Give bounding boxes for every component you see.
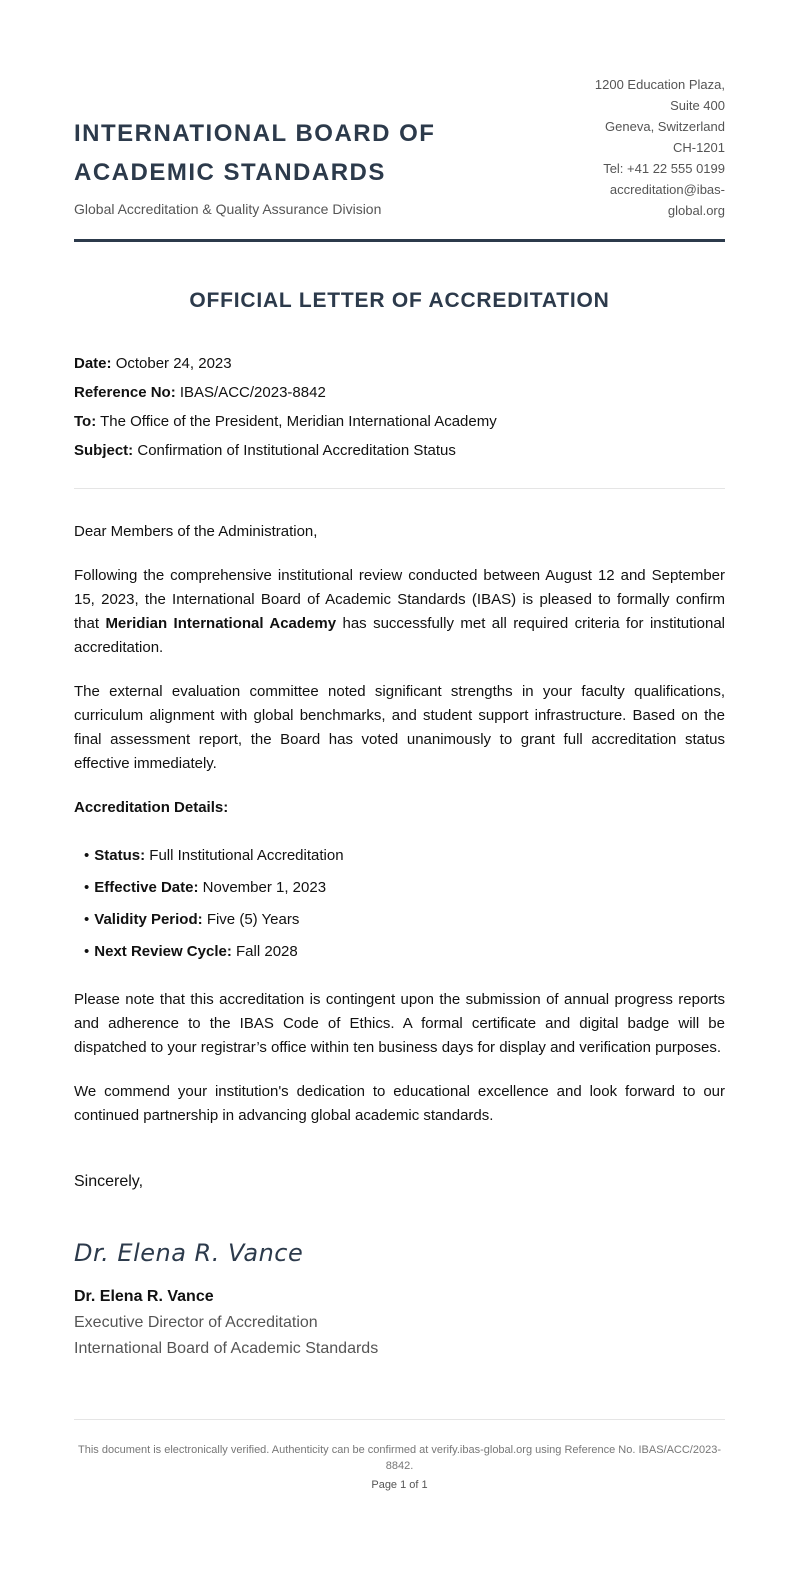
meta-divider — [74, 488, 725, 489]
meta-to-value: The Office of the President, Meridian International Academy — [100, 413, 497, 430]
signature-script: Dr. Elena R. Vance — [74, 1239, 304, 1267]
meta-subject — [74, 436, 725, 465]
header-divider — [74, 239, 725, 242]
body-paragraph — [74, 564, 725, 660]
org-title: INTERNATIONAL BOARD OF ACADEMIC STANDARDS — [74, 120, 436, 186]
address-line: CH-1201 — [672, 140, 725, 155]
meta-date — [74, 349, 725, 378]
address-line: Geneva, Switzerland — [605, 119, 725, 134]
bullet: • — [84, 847, 90, 864]
details-value: Full Institutional Accreditation — [149, 847, 344, 864]
meta-reference — [74, 378, 725, 407]
details-value: November 1, 2023 — [202, 879, 327, 896]
address-line: 1200 Education Plaza, — [594, 77, 725, 92]
salutation: Dear Members of the Administration, — [74, 523, 318, 540]
address-line: Suite 400 — [670, 98, 725, 113]
signatory-details — [74, 1310, 378, 1362]
bullet: • — [84, 911, 90, 928]
address-email: global.org — [667, 203, 725, 218]
meta-reference-value: IBAS/ACC/2023-8842 — [179, 384, 326, 401]
org-address — [575, 74, 725, 221]
footer-divider — [74, 1419, 725, 1420]
details-value: Five (5) Years — [206, 911, 300, 928]
details-list — [84, 840, 725, 968]
details-value: Fall 2028 — [236, 943, 298, 960]
org-subtitle: Global Accreditation & Quality Assurance Division — [74, 201, 382, 217]
details-item — [84, 904, 725, 936]
meta-subject-value: Confirmation of Institutional Accreditation Status — [137, 442, 456, 459]
address-phone: Tel: +41 22 555 0199 — [603, 161, 725, 176]
bullet: • — [84, 879, 90, 896]
details-label: Next Review Cycle: — [94, 943, 232, 960]
institution-name: Meridian International Academy — [105, 615, 337, 632]
signatory-org: International Board of Academic Standards — [74, 1340, 379, 1357]
signatory-name: Dr. Elena R. Vance — [74, 1288, 214, 1305]
letter-body — [74, 520, 725, 1148]
meta-to-label: To: — [74, 413, 97, 430]
details-label: Effective Date: — [94, 879, 199, 896]
verification-note: This document is electronically verified. Authenticity can be confirmed at verify.ibas-global.org using Reference No. IBAS/ACC/2023-8842. — [78, 1444, 721, 1472]
body-paragraph: We commend your institution's dedication to educational excellence and look forward to our continued partnership in advancing global academic standards. — [74, 1083, 725, 1124]
document-title: OFFICIAL LETTER OF ACCREDITATION — [189, 289, 610, 312]
meta-date-label: Date: — [74, 355, 112, 372]
details-item — [84, 936, 725, 968]
details-heading: Accreditation Details: — [74, 799, 229, 816]
details-label: Status: — [94, 847, 146, 864]
address-email: accreditation@ibas- — [609, 182, 725, 197]
paragraph-text: has successfully met all required criteria for institutional accreditation. — [74, 615, 726, 656]
details-label: Validity Period: — [94, 911, 203, 928]
body-paragraph: Please note that this accreditation is contingent upon the submission of annual progress reports and adherence to the IBAS Code of Ethics. A formal certificate and digital badge will be dispatched to your registrar’s office within ten business days for display and verification purposes. — [74, 991, 725, 1056]
meta-reference-label: Reference No: — [74, 384, 176, 401]
closing: Sincerely, — [74, 1173, 144, 1190]
meta-date-value: October 24, 2023 — [115, 355, 232, 372]
body-paragraph: The external evaluation committee noted significant strengths in your faculty qualifications, curriculum alignment with global benchmarks, and student support infrastructure. Based on the final assessment report, the Board has voted unanimously to grant full accreditation status effective immediately. — [74, 683, 725, 772]
letter-meta — [74, 349, 725, 465]
signatory-role: Executive Director of Accreditation — [74, 1314, 318, 1331]
page-number: Page 1 of 1 — [371, 1479, 428, 1491]
details-item — [84, 840, 725, 872]
meta-to — [74, 407, 725, 436]
meta-subject-label: Subject: — [74, 442, 134, 459]
bullet: • — [84, 943, 90, 960]
paragraph-text: Following the comprehensive institutional review conducted between August 12 and September 15, 2023, the International Board of Academic Standards (IBAS) is pleased to formally confirm that — [74, 567, 725, 632]
details-item — [84, 872, 725, 904]
